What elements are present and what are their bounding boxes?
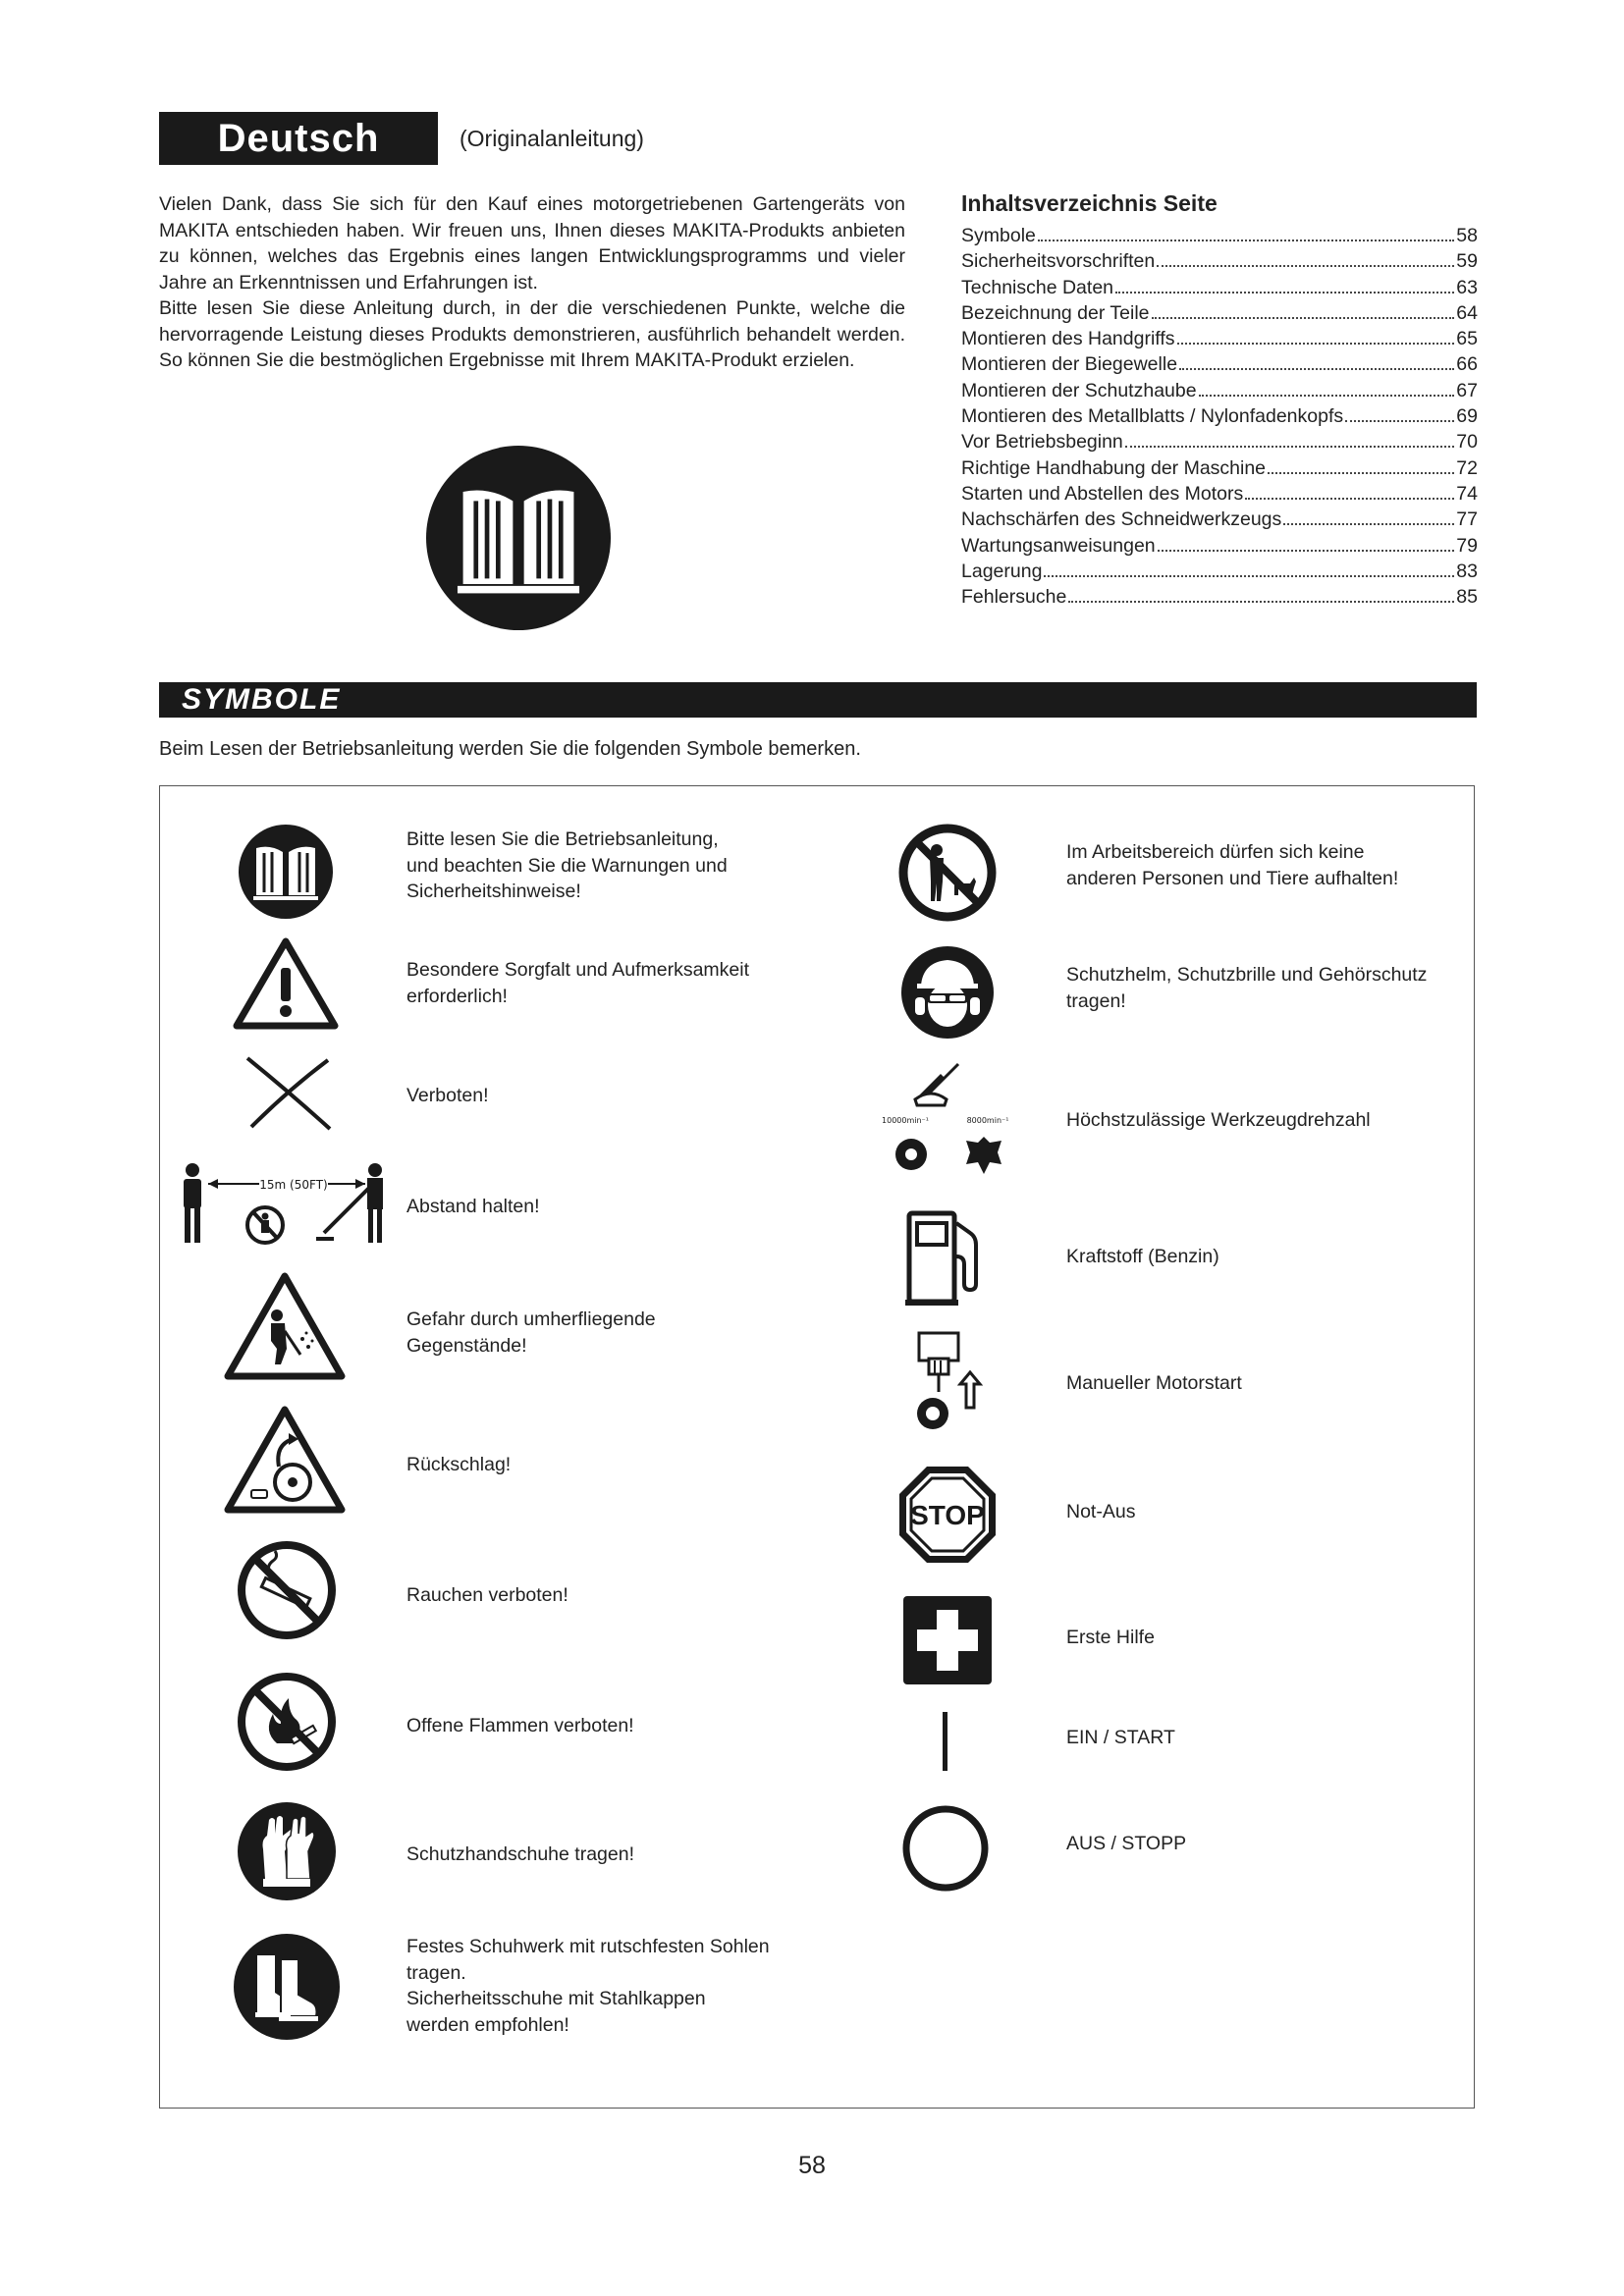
symbol-text-no-persons xyxy=(1066,839,1457,891)
book-icon xyxy=(237,823,335,921)
toc-entry-page: 66 xyxy=(1456,353,1478,376)
toc-entry-page: 63 xyxy=(1456,276,1478,298)
text-line: Verboten! xyxy=(406,1085,489,1106)
text-line: Gegenstände! xyxy=(406,1334,527,1357)
toc-entry-page: 70 xyxy=(1456,431,1478,454)
toc-leader-dots xyxy=(1157,265,1454,267)
speed-label-2: 8000min⁻¹ xyxy=(966,1116,1009,1125)
symbol-text-max-speed xyxy=(1066,1107,1457,1134)
toc-entry-label: Starten und Abstellen des Motors xyxy=(961,482,1244,505)
manual-start-icon xyxy=(913,1329,982,1435)
read-manual-icon xyxy=(426,446,611,630)
toc-entry xyxy=(961,457,1478,483)
intro-text-1: Vielen Dank, dass Sie sich für den Kauf eines motorgetriebenen Gartengeräts von MAKITA entschieden haben. Wir freuen uns, Ihnen dieses MAKITA-Produkts anbieten zu können, welches das Ergebnis eines langen Entwicklungsprogramms und vieler Jahre an Erkenntnissen und Erfahrungen ist. xyxy=(159,193,905,294)
kickback-icon xyxy=(224,1406,346,1514)
toc-leader-dots xyxy=(1245,498,1454,500)
toc-entry-page: 58 xyxy=(1456,225,1478,246)
no-smoking-icon xyxy=(236,1539,338,1641)
toc-entry-label: Montieren der Schutzhaube xyxy=(961,379,1197,401)
symbols-intro: Beim Lesen der Betriebsanleitung werden Sie die folgenden Symbole bemerken. xyxy=(159,738,861,760)
symbol-text-read-manual xyxy=(406,827,784,905)
on-start-icon xyxy=(941,1712,950,1771)
text-line: anderen Personen und Tiere aufhalten! xyxy=(1066,867,1399,889)
text-line: tragen. xyxy=(406,1961,466,1984)
toc-entry-label: Montieren des Handgriffs xyxy=(961,328,1175,350)
toc-entry-label: Fehlersuche xyxy=(961,586,1067,609)
toc-entry xyxy=(961,380,1478,405)
symbol-text-boots xyxy=(406,1934,784,2038)
text-line: werden empfohlen! xyxy=(406,2013,569,2036)
toc-entry xyxy=(961,250,1478,276)
text-line: Festes Schuhwerk mit rutschfesten Sohlen xyxy=(406,1936,770,1957)
toc-leader-dots xyxy=(1268,472,1454,474)
toc-entry-page: 77 xyxy=(1456,508,1478,531)
symbols-heading: SYMBOLE xyxy=(182,683,342,716)
toc-entry xyxy=(961,431,1478,456)
text-line: AUS / STOPP xyxy=(1066,1833,1187,1854)
symbol-text-no-flame xyxy=(406,1713,784,1739)
text-line: Sicherheitshinweise! xyxy=(406,881,581,902)
text-line: Not-Aus xyxy=(1066,1501,1136,1522)
stop-label: STOP xyxy=(910,1500,985,1530)
toc-entry-label: Richtige Handhabung der Maschine xyxy=(961,456,1267,479)
text-line: Rückschlag! xyxy=(406,1454,512,1475)
toc-leader-dots xyxy=(1125,446,1455,448)
symbols-heading-bar xyxy=(159,682,1477,718)
distance-label: 15m (50FT) xyxy=(259,1178,328,1192)
toc-entry-label: Vor Betriebsbeginn xyxy=(961,431,1123,454)
intro-text-2: Bitte lesen Sie diese Anleitung durch, in der die verschiedenen Punkte, welche die hervorragende Leistung dieses Produkts demonstrieren, ausführlich behandelt werden. So können Sie die bestmöglichen Ergebnisse mit Ihrem MAKITA-Produkt erzielen. xyxy=(159,297,905,371)
stop-sign-icon xyxy=(897,1465,998,1565)
toc-leader-dots xyxy=(1068,601,1454,603)
symbol-text-kickback xyxy=(406,1452,784,1478)
toc-entry xyxy=(961,225,1478,250)
toc-entry-page: 69 xyxy=(1456,405,1478,428)
toc-entry-label: Technische Daten xyxy=(961,276,1114,298)
toc-title: Inhaltsverzeichnis Seite xyxy=(961,190,1218,216)
symbol-text-first-aid xyxy=(1066,1625,1457,1651)
text-line: Kraftstoff (Benzin) xyxy=(1066,1246,1219,1267)
toc-leader-dots xyxy=(1038,240,1454,241)
first-aid-icon xyxy=(901,1594,994,1686)
toc-entry-label: Symbole xyxy=(961,225,1036,246)
symbol-text-keep-distance xyxy=(406,1194,784,1220)
toc-entry-label: Montieren der Biegewelle xyxy=(961,353,1178,376)
symbol-text-helmet xyxy=(1066,962,1457,1014)
toc-entry-label: Wartungsanweisungen xyxy=(961,534,1156,557)
toc-entry-page: 59 xyxy=(1456,250,1478,273)
warning-triangle-icon xyxy=(234,938,338,1029)
toc-entry-label: Sicherheitsvorschriften xyxy=(961,250,1156,273)
toc-leader-dots xyxy=(1345,420,1454,422)
symbol-text-prohibited xyxy=(406,1083,784,1109)
symbol-text-on-start xyxy=(1066,1725,1457,1751)
gloves-icon xyxy=(236,1800,338,1902)
text-line: Bitte lesen Sie die Betriebsanleitung, xyxy=(406,828,719,850)
toc-entry-page: 79 xyxy=(1456,534,1478,557)
text-line: Schutzhelm, Schutzbrille und Gehörschutz xyxy=(1066,964,1428,986)
text-line: Manueller Motorstart xyxy=(1066,1372,1242,1394)
toc-entry-page: 65 xyxy=(1456,328,1478,350)
toc-entry xyxy=(961,353,1478,379)
toc-entry xyxy=(961,483,1478,508)
text-line: Sicherheitsschuhe mit Stahlkappen xyxy=(406,1988,706,2009)
symbol-text-fuel xyxy=(1066,1244,1457,1270)
language-badge: Deutsch xyxy=(159,112,438,165)
no-persons-animals-icon xyxy=(897,823,998,923)
text-line: tragen! xyxy=(1066,989,1126,1012)
toc-leader-dots xyxy=(1158,550,1455,552)
fuel-pump-icon xyxy=(905,1209,988,1308)
text-line: Besondere Sorgfalt und Aufmerksamkeit xyxy=(406,959,750,981)
intro-paragraph-1 xyxy=(159,191,905,295)
boots-icon xyxy=(232,1932,342,2042)
symbol-text-no-smoking xyxy=(406,1582,784,1609)
text-line: Offene Flammen verboten! xyxy=(406,1715,634,1736)
toc-leader-dots xyxy=(1115,292,1454,294)
text-line: erforderlich! xyxy=(406,985,508,1007)
toc-entry-page: 64 xyxy=(1456,301,1478,324)
toc-leader-dots xyxy=(1177,343,1455,345)
text-line: Gefahr durch umherfliegende xyxy=(406,1308,656,1330)
symbol-text-flying-objects xyxy=(406,1307,784,1359)
toc-leader-dots xyxy=(1044,575,1454,577)
intro-paragraph-2 xyxy=(159,295,905,374)
toc-entry-label: Montieren des Metallblatts / Nylonfadenkopfs xyxy=(961,405,1344,428)
toc-entry-page: 67 xyxy=(1456,379,1478,401)
toc-leader-dots xyxy=(1199,395,1455,397)
toc-leader-dots xyxy=(1179,368,1454,370)
toc-entry-label: Bezeichnung der Teile xyxy=(961,301,1150,324)
toc-entry-label: Nachschärfen des Schneidwerkzeugs xyxy=(961,508,1282,531)
symbol-text-off-stop xyxy=(1066,1831,1457,1857)
toc-entry xyxy=(961,302,1478,328)
no-open-flame-icon xyxy=(236,1671,338,1773)
toc-entry xyxy=(961,508,1478,534)
toc-list xyxy=(961,225,1478,612)
toc-entry-page: 72 xyxy=(1456,456,1478,479)
toc-entry xyxy=(961,405,1478,431)
toc-entry xyxy=(961,561,1478,586)
helmet-goggles-earmuffs-icon xyxy=(899,944,996,1041)
text-line: Abstand halten! xyxy=(406,1196,540,1217)
text-line: Im Arbeitsbereich dürfen sich keine xyxy=(1066,841,1365,863)
toc-entry-page: 83 xyxy=(1456,560,1478,582)
text-line: Schutzhandschuhe tragen! xyxy=(406,1843,635,1865)
toc-leader-dots xyxy=(1152,317,1455,319)
toc-entry-label: Lagerung xyxy=(961,560,1043,582)
text-line: EIN / START xyxy=(1066,1727,1175,1748)
toc-entry xyxy=(961,586,1478,612)
text-line: Erste Hilfe xyxy=(1066,1627,1155,1648)
speed-label-1: 10000min⁻¹ xyxy=(882,1116,929,1125)
text-line: und beachten Sie die Warnungen und xyxy=(406,854,728,877)
keep-distance-icon xyxy=(179,1160,389,1249)
toc-entry xyxy=(961,328,1478,353)
symbol-text-emergency-stop xyxy=(1066,1499,1457,1525)
text-line: Rauchen verboten! xyxy=(406,1584,568,1606)
max-speed-icon xyxy=(882,1058,1011,1184)
flying-objects-icon xyxy=(224,1272,346,1380)
symbol-text-caution xyxy=(406,957,784,1009)
toc-entry-page: 74 xyxy=(1456,482,1478,505)
cross-icon xyxy=(244,1052,334,1131)
off-stop-icon xyxy=(901,1804,990,1893)
page-number: 58 xyxy=(798,2152,826,2179)
symbol-text-gloves xyxy=(406,1842,784,1868)
original-instructions-label: (Originalanleitung) xyxy=(460,126,644,151)
toc-entry-page: 85 xyxy=(1456,586,1478,609)
toc-entry xyxy=(961,277,1478,302)
text-line: Höchstzulässige Werkzeugdrehzahl xyxy=(1066,1109,1371,1131)
toc-leader-dots xyxy=(1283,523,1454,525)
toc-entry xyxy=(961,535,1478,561)
symbol-text-manual-start xyxy=(1066,1370,1457,1397)
